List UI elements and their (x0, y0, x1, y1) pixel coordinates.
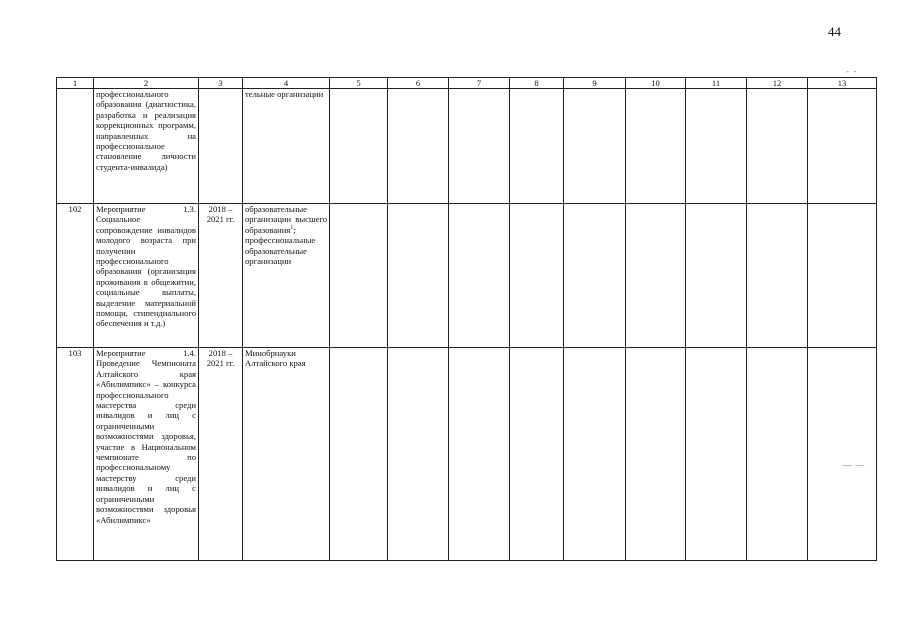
column-header: 4 (243, 78, 330, 89)
executor-cell: тельные организации (243, 89, 330, 204)
column-header: 10 (626, 78, 686, 89)
row-number: 102 (57, 204, 94, 348)
row-number: 103 (57, 348, 94, 561)
empty-cell (330, 348, 388, 561)
empty-cell (330, 204, 388, 348)
empty-cell (686, 204, 747, 348)
empty-cell (626, 204, 686, 348)
row-number (57, 89, 94, 204)
executor-text-tail: ; профессиональные образовательные организации (245, 224, 316, 267)
column-header: 8 (510, 78, 564, 89)
empty-cell (388, 204, 449, 348)
column-header: 13 (808, 78, 877, 89)
empty-cell (747, 204, 808, 348)
empty-cell (564, 348, 626, 561)
table-row (57, 89, 877, 204)
empty-cell (747, 348, 808, 561)
table-row (57, 348, 877, 561)
column-header: 1 (57, 78, 94, 89)
empty-cell (626, 89, 686, 204)
empty-cell (510, 348, 564, 561)
column-header: 12 (747, 78, 808, 89)
empty-cell (510, 204, 564, 348)
column-header: 5 (330, 78, 388, 89)
column-header: 6 (388, 78, 449, 89)
empty-cell (564, 204, 626, 348)
empty-cell (388, 89, 449, 204)
empty-cell (808, 89, 877, 204)
column-header: 11 (686, 78, 747, 89)
empty-cell (686, 89, 747, 204)
period-cell: 2018 – 2021 гг. (199, 348, 243, 561)
column-header: 9 (564, 78, 626, 89)
empty-cell (747, 89, 808, 204)
empty-cell (808, 348, 877, 561)
executor-text: образовательные организации высшего образования (245, 204, 327, 235)
executor-cell (243, 204, 330, 348)
empty-cell (626, 348, 686, 561)
empty-cell (686, 348, 747, 561)
table-header-row (57, 78, 877, 89)
period-cell: 2018 – 2021 гг. (199, 204, 243, 348)
data-table (56, 77, 877, 561)
measure-cell: Мероприятие 1.4. Проведение Чемпионата Алтайского края «Абилимпикс» – конкурса профессионального мастерства среди инвалидов и лиц с ограниченными возможностями здоровья, участие в Национальном чемпионате по профессиональному мастерству среди инвалидов и лиц с ограниченными возможностями здоровья «Абилимпикс» (94, 348, 199, 561)
empty-cell (449, 204, 510, 348)
scan-speckle: — — (842, 460, 866, 470)
scan-speckle: - - (846, 66, 858, 76)
empty-cell (388, 348, 449, 561)
measure-cell: Мероприятие 1.3. Социальное сопровождение инвалидов молодого возраста при получении профессионального образования (организация проживания в общежитии, социальные выплаты, выделение материальной помощи, стипендиального обеспечения и т.д.) (94, 204, 199, 348)
measure-cell: профессионального образования (диагностика, разработка и реализация коррекционных программ, направленных на профессиональное становление личности студента-инвалида) (94, 89, 199, 204)
empty-cell (449, 348, 510, 561)
column-header: 2 (94, 78, 199, 89)
page-number: 44 (828, 24, 841, 39)
empty-cell (330, 89, 388, 204)
column-header: 3 (199, 78, 243, 89)
empty-cell (808, 204, 877, 348)
period-cell (199, 89, 243, 204)
empty-cell (510, 89, 564, 204)
table-row (57, 204, 877, 348)
empty-cell (564, 89, 626, 204)
footnote-mark: 1 (290, 224, 294, 231)
executor-cell: Минобрнауки Алтайского края (243, 348, 330, 561)
empty-cell (449, 89, 510, 204)
column-header: 7 (449, 78, 510, 89)
